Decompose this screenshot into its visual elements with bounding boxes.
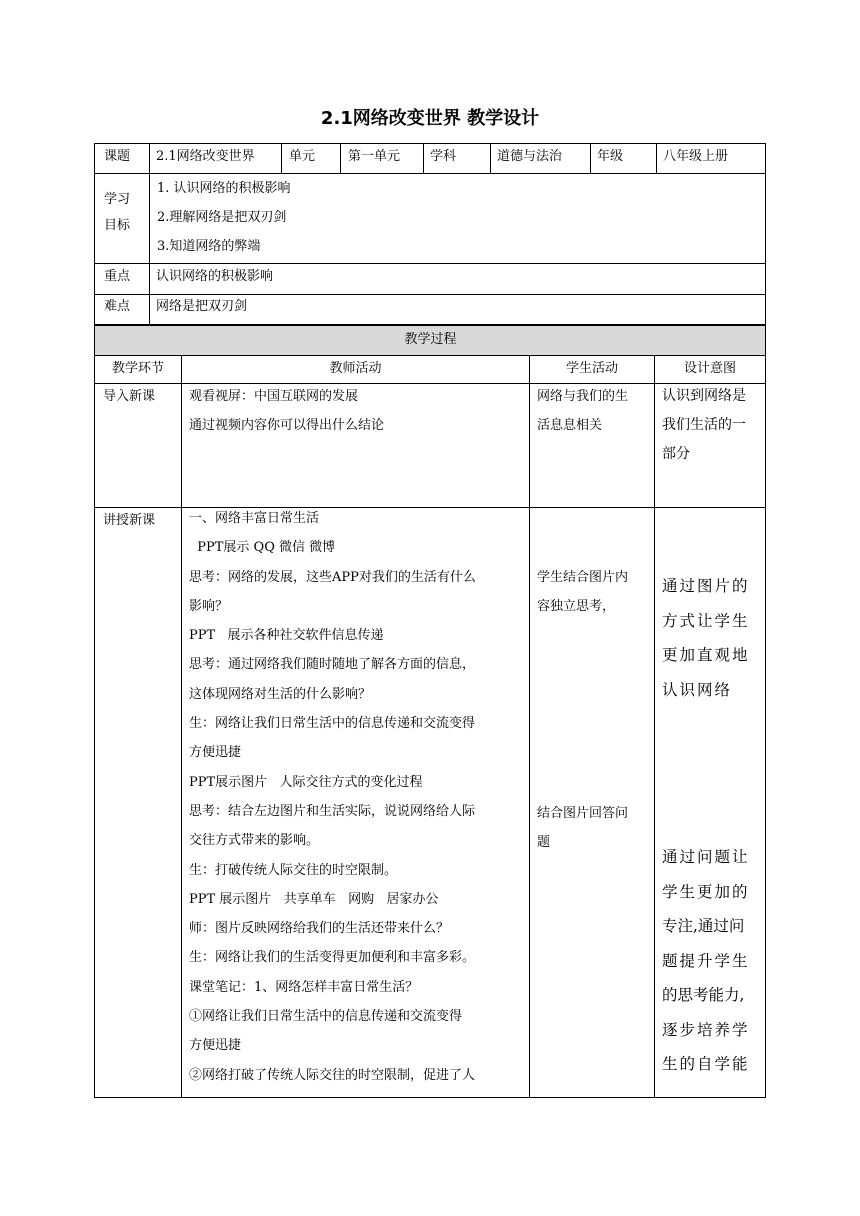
objective-item: 3.知道网络的弊端 — [157, 239, 261, 254]
teacher-line: PPT展示 QQ 微信 微博 — [189, 540, 336, 556]
table-border — [149, 143, 150, 325]
lecture-design-intent-b — [662, 840, 750, 1082]
table-border — [281, 143, 282, 173]
column-header-intent: 设计意图 — [683, 361, 736, 376]
difficulty-value: 网络是把双刃剑 — [156, 299, 248, 314]
page-title: 2.1网络改变世界 教学设计 — [320, 108, 540, 129]
teacher-line: PPT 展示图片 共享单车 网购 居家办公 — [189, 891, 439, 907]
intro-design-intent — [662, 382, 746, 469]
lecture-student-activity-a — [537, 563, 628, 621]
teacher-line: 课堂笔记：1、网络怎样丰富日常生活？ — [189, 979, 419, 995]
teacher-line: 通过视频内容你可以得出什么结论 — [189, 418, 385, 433]
intent-line: 题提升学生 — [662, 951, 750, 970]
objectives-label — [104, 187, 130, 239]
intent-line: 生的自学能 — [662, 1055, 750, 1073]
unit-value: 第一单元 — [348, 149, 401, 164]
table-border — [95, 355, 766, 356]
intro-student-activity — [537, 382, 628, 440]
unit-label: 单元 — [289, 149, 316, 164]
table-border — [590, 143, 591, 173]
intent-line: 学生更加的 — [662, 882, 750, 901]
teacher-line: 影响？ — [189, 598, 229, 614]
objective-item: 2.理解网络是把双刃剑 — [157, 210, 287, 225]
table-border — [95, 294, 766, 295]
table-border — [94, 143, 95, 1098]
table-border — [95, 143, 766, 144]
teacher-line: 生：网络让我们日常生活中的信息传递和交流变得 — [189, 716, 476, 732]
intent-line: 认识网络 — [662, 680, 733, 699]
column-header-stage: 教学环节 — [111, 361, 164, 376]
table-border — [340, 143, 341, 173]
subject-value: 道德与法治 — [497, 149, 563, 164]
teacher-line: 方便迅捷 — [189, 1038, 242, 1054]
teacher-line: 这体现网络对生活的什么影响？ — [189, 686, 372, 702]
lecture-design-intent-a — [662, 569, 750, 707]
grade-value: 八年级上册 — [663, 149, 729, 164]
lecture-student-activity-b — [537, 799, 628, 857]
topic-value: 2.1网络改变世界 — [156, 149, 255, 164]
teacher-line: 思考：网络的发展，这些APP对我们的生活有什么 — [189, 569, 476, 585]
lecture-stage: 讲授新课 — [103, 513, 156, 528]
teacher-line: 观看视屏：中国互联网的发展 — [189, 389, 359, 404]
column-header-teacher: 教师活动 — [329, 361, 382, 376]
teacher-line: PPT 展示各种社交软件信息传递 — [189, 628, 384, 644]
intent-line: 通过图片的 — [662, 577, 750, 595]
lecture-teacher-activity — [189, 504, 529, 1090]
student-line: 容独立思考， — [537, 599, 616, 614]
intent-line: 方式让学生 — [662, 611, 750, 630]
intent-line: 的思考能力, — [662, 986, 745, 1004]
process-heading: 教学过程 — [404, 332, 457, 347]
teacher-line: 生：打破传统人际交往的时空限制。 — [189, 862, 398, 878]
intent-line: 我们生活的一 — [662, 417, 746, 433]
table-border — [654, 355, 655, 1098]
table-border — [181, 355, 182, 1098]
intro-stage: 导入新课 — [103, 389, 156, 404]
column-header-student: 学生活动 — [565, 361, 618, 376]
objectives-label-line2: 目标 — [104, 218, 131, 233]
topic-label: 课题 — [104, 149, 131, 164]
table-border — [656, 143, 657, 173]
teacher-line: 思考：结合左边图片和生活实际，说说网络给人际 — [189, 803, 476, 819]
intro-teacher-activity — [189, 382, 384, 440]
intent-line: 逐步培养学 — [662, 1020, 750, 1039]
difficulty-label: 难点 — [104, 299, 131, 314]
table-border — [490, 143, 491, 173]
subject-label: 学科 — [430, 149, 457, 164]
objective-item: 1. 认识网络的积极影响 — [157, 181, 291, 196]
teacher-line: 师：图片反映网络给我们的生活还带来什么？ — [189, 921, 450, 937]
intent-line: 专注,通过问 — [662, 917, 745, 935]
student-line: 网络与我们的生 — [537, 389, 629, 404]
table-border — [95, 263, 766, 264]
teacher-line: 方便迅捷 — [189, 745, 242, 761]
key-point-value: 认识网络的积极影响 — [156, 269, 274, 284]
table-border — [95, 1097, 766, 1098]
student-line: 结合图片回答问 — [537, 806, 629, 821]
student-line: 活息息相关 — [537, 418, 603, 433]
intent-line: 更加直观地 — [662, 646, 750, 664]
objectives-list — [157, 174, 291, 261]
teacher-line: ②网络打破了传统人际交往的时空限制，促进了人 — [189, 1067, 476, 1083]
student-line: 题 — [537, 835, 551, 850]
intent-line: 部分 — [662, 446, 690, 462]
table-border — [95, 324, 766, 326]
teacher-line: PPT展示图片 人际交往方式的变化过程 — [189, 774, 423, 790]
student-line: 学生结合图片内 — [537, 570, 629, 585]
grade-label: 年级 — [597, 149, 624, 164]
teacher-line: 生：网络让我们的生活变得更加便利和丰富多彩。 — [189, 950, 476, 966]
teacher-line: 一、网络丰富日常生活 — [189, 511, 320, 526]
intent-line: 认识到网络是 — [662, 388, 746, 404]
key-point-label: 重点 — [104, 269, 131, 284]
table-border — [765, 143, 766, 1098]
table-border — [529, 355, 530, 1098]
intent-line: 通过问题让 — [662, 848, 750, 866]
objectives-label-line1: 学习 — [104, 192, 131, 207]
teacher-line: 交往方式带来的影响。 — [189, 833, 320, 849]
table-border — [423, 143, 424, 173]
teacher-line: ①网络让我们日常生活中的信息传递和交流变得 — [189, 1009, 463, 1025]
teacher-line: 思考：通过网络我们随时随地了解各方面的信息， — [189, 657, 476, 673]
